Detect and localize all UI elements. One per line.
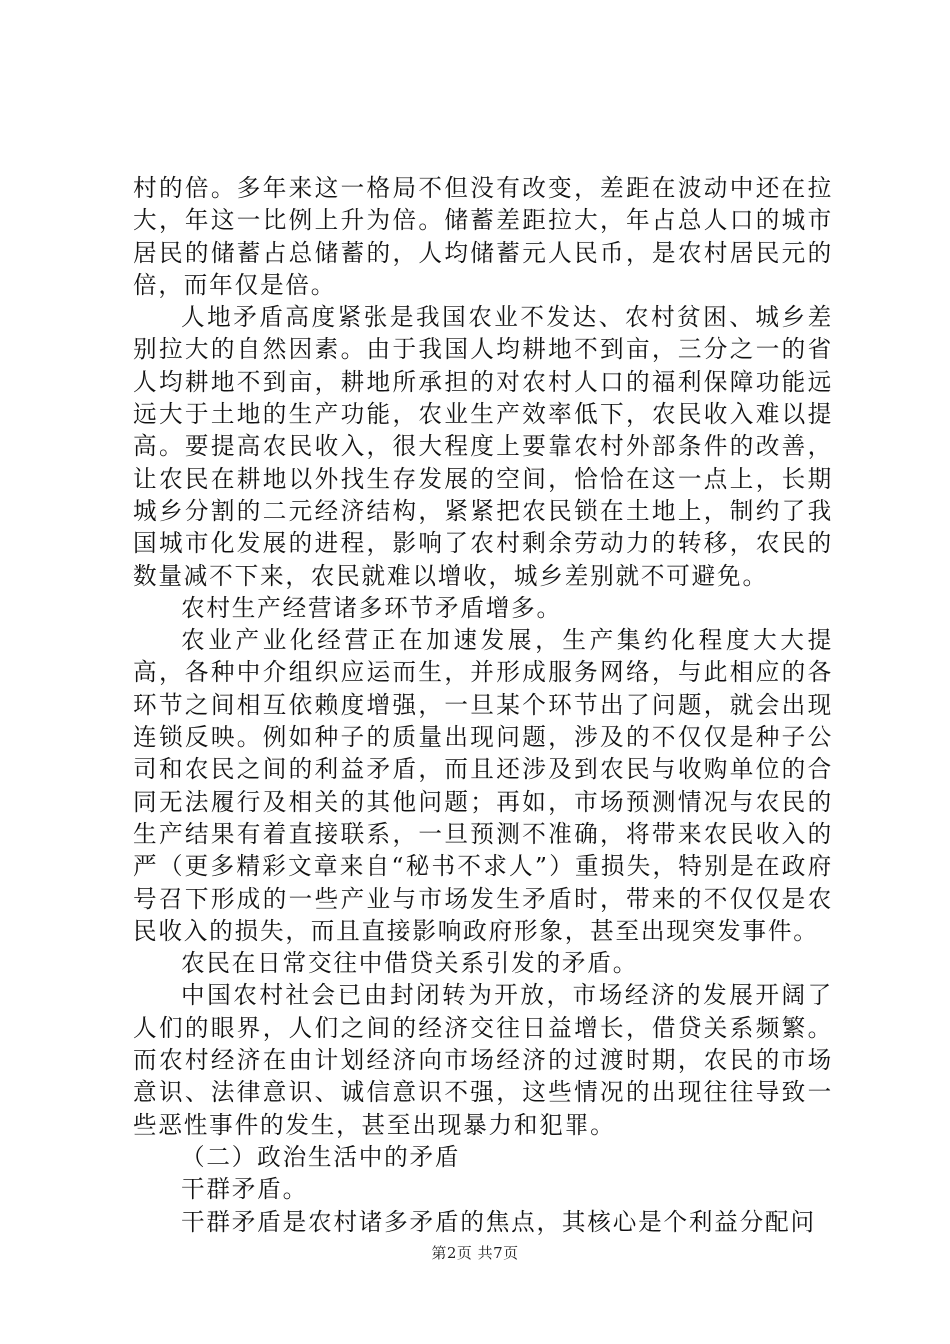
paragraph: 干群矛盾是农村诸多矛盾的焦点，其核心是个利益分配问: [181, 1207, 816, 1236]
section-heading: 干群矛盾。: [181, 1175, 308, 1204]
section-heading: 农民在日常交往中借贷关系引发的矛盾。: [181, 949, 639, 978]
paragraph-continuation: 村的倍。多年来这一格局不但没有改变，差距在波动中还在拉大，年这一比例上升为倍。储蓄差距拉大，年占总人口的城市居民的储蓄占总储蓄的，人均储蓄元人民币，是农村居民元的倍，而年仅是倍。: [133, 174, 833, 299]
section-heading: （二）政治生活中的矛盾: [181, 1142, 461, 1171]
page-footer: 第2页 共7页: [431, 1244, 519, 1262]
document-body: [133, 172, 833, 1238]
paragraph: 农业产业化经营正在加速发展，生产集约化程度大大提高，各种中介组织应运而生，并形成服务网络，与此相应的各环节之间相互依赖度增强，一旦某个环节出了问题，就会出现连锁反映。例如种子的质量出现问题，涉及的不仅仅是种子公司和农民之间的利益矛盾，而且还涉及到农民与收购单位的合同无法履行及相关的其他问题；再如，市场预测情况与农民的生产结果有着直接联系，一旦预测不准确，将带来农民收入的严（更多精彩文章来自“秘书不求人”）重损失，特别是在政府号召下形成的一些产业与市场发生矛盾时，带来的不仅仅是农民收入的损失，而且直接影响政府形象，甚至出现突发事件。: [133, 626, 833, 945]
section-heading: 农村生产经营诸多环节矛盾增多。: [181, 593, 562, 622]
paragraph: 人地矛盾高度紧张是我国农业不发达、农村贫困、城乡差别拉大的自然因素。由于我国人均耕地不到亩，三分之一的省人均耕地不到亩，耕地所承担的对农村人口的福利保障功能远远大于土地的生产功能，农业生产效率低下，农民收入难以提高。要提高农民收入，很大程度上要靠农村外部条件的改善，让农民在耕地以外找生存发展的空间，恰恰在这一点上，长期城乡分割的二元经济结构，紧紧把农民锁在土地上，制约了我国城市化发展的进程，影响了农村剩余劳动力的转移，农民的数量减不下来，农民就难以增收，城乡差别就不可避免。: [133, 303, 833, 590]
paragraph: 中国农村社会已由封闭转为开放，市场经济的发展开阔了人们的眼界，人们之间的经济交往日益增长，借贷关系频繁。而农村经济在由计划经济向市场经济的过渡时期，农民的市场意识、法律意识、诚信意识不强，这些情况的出现往往导致一些恶性事件的发生，甚至出现暴力和犯罪。: [133, 981, 833, 1139]
